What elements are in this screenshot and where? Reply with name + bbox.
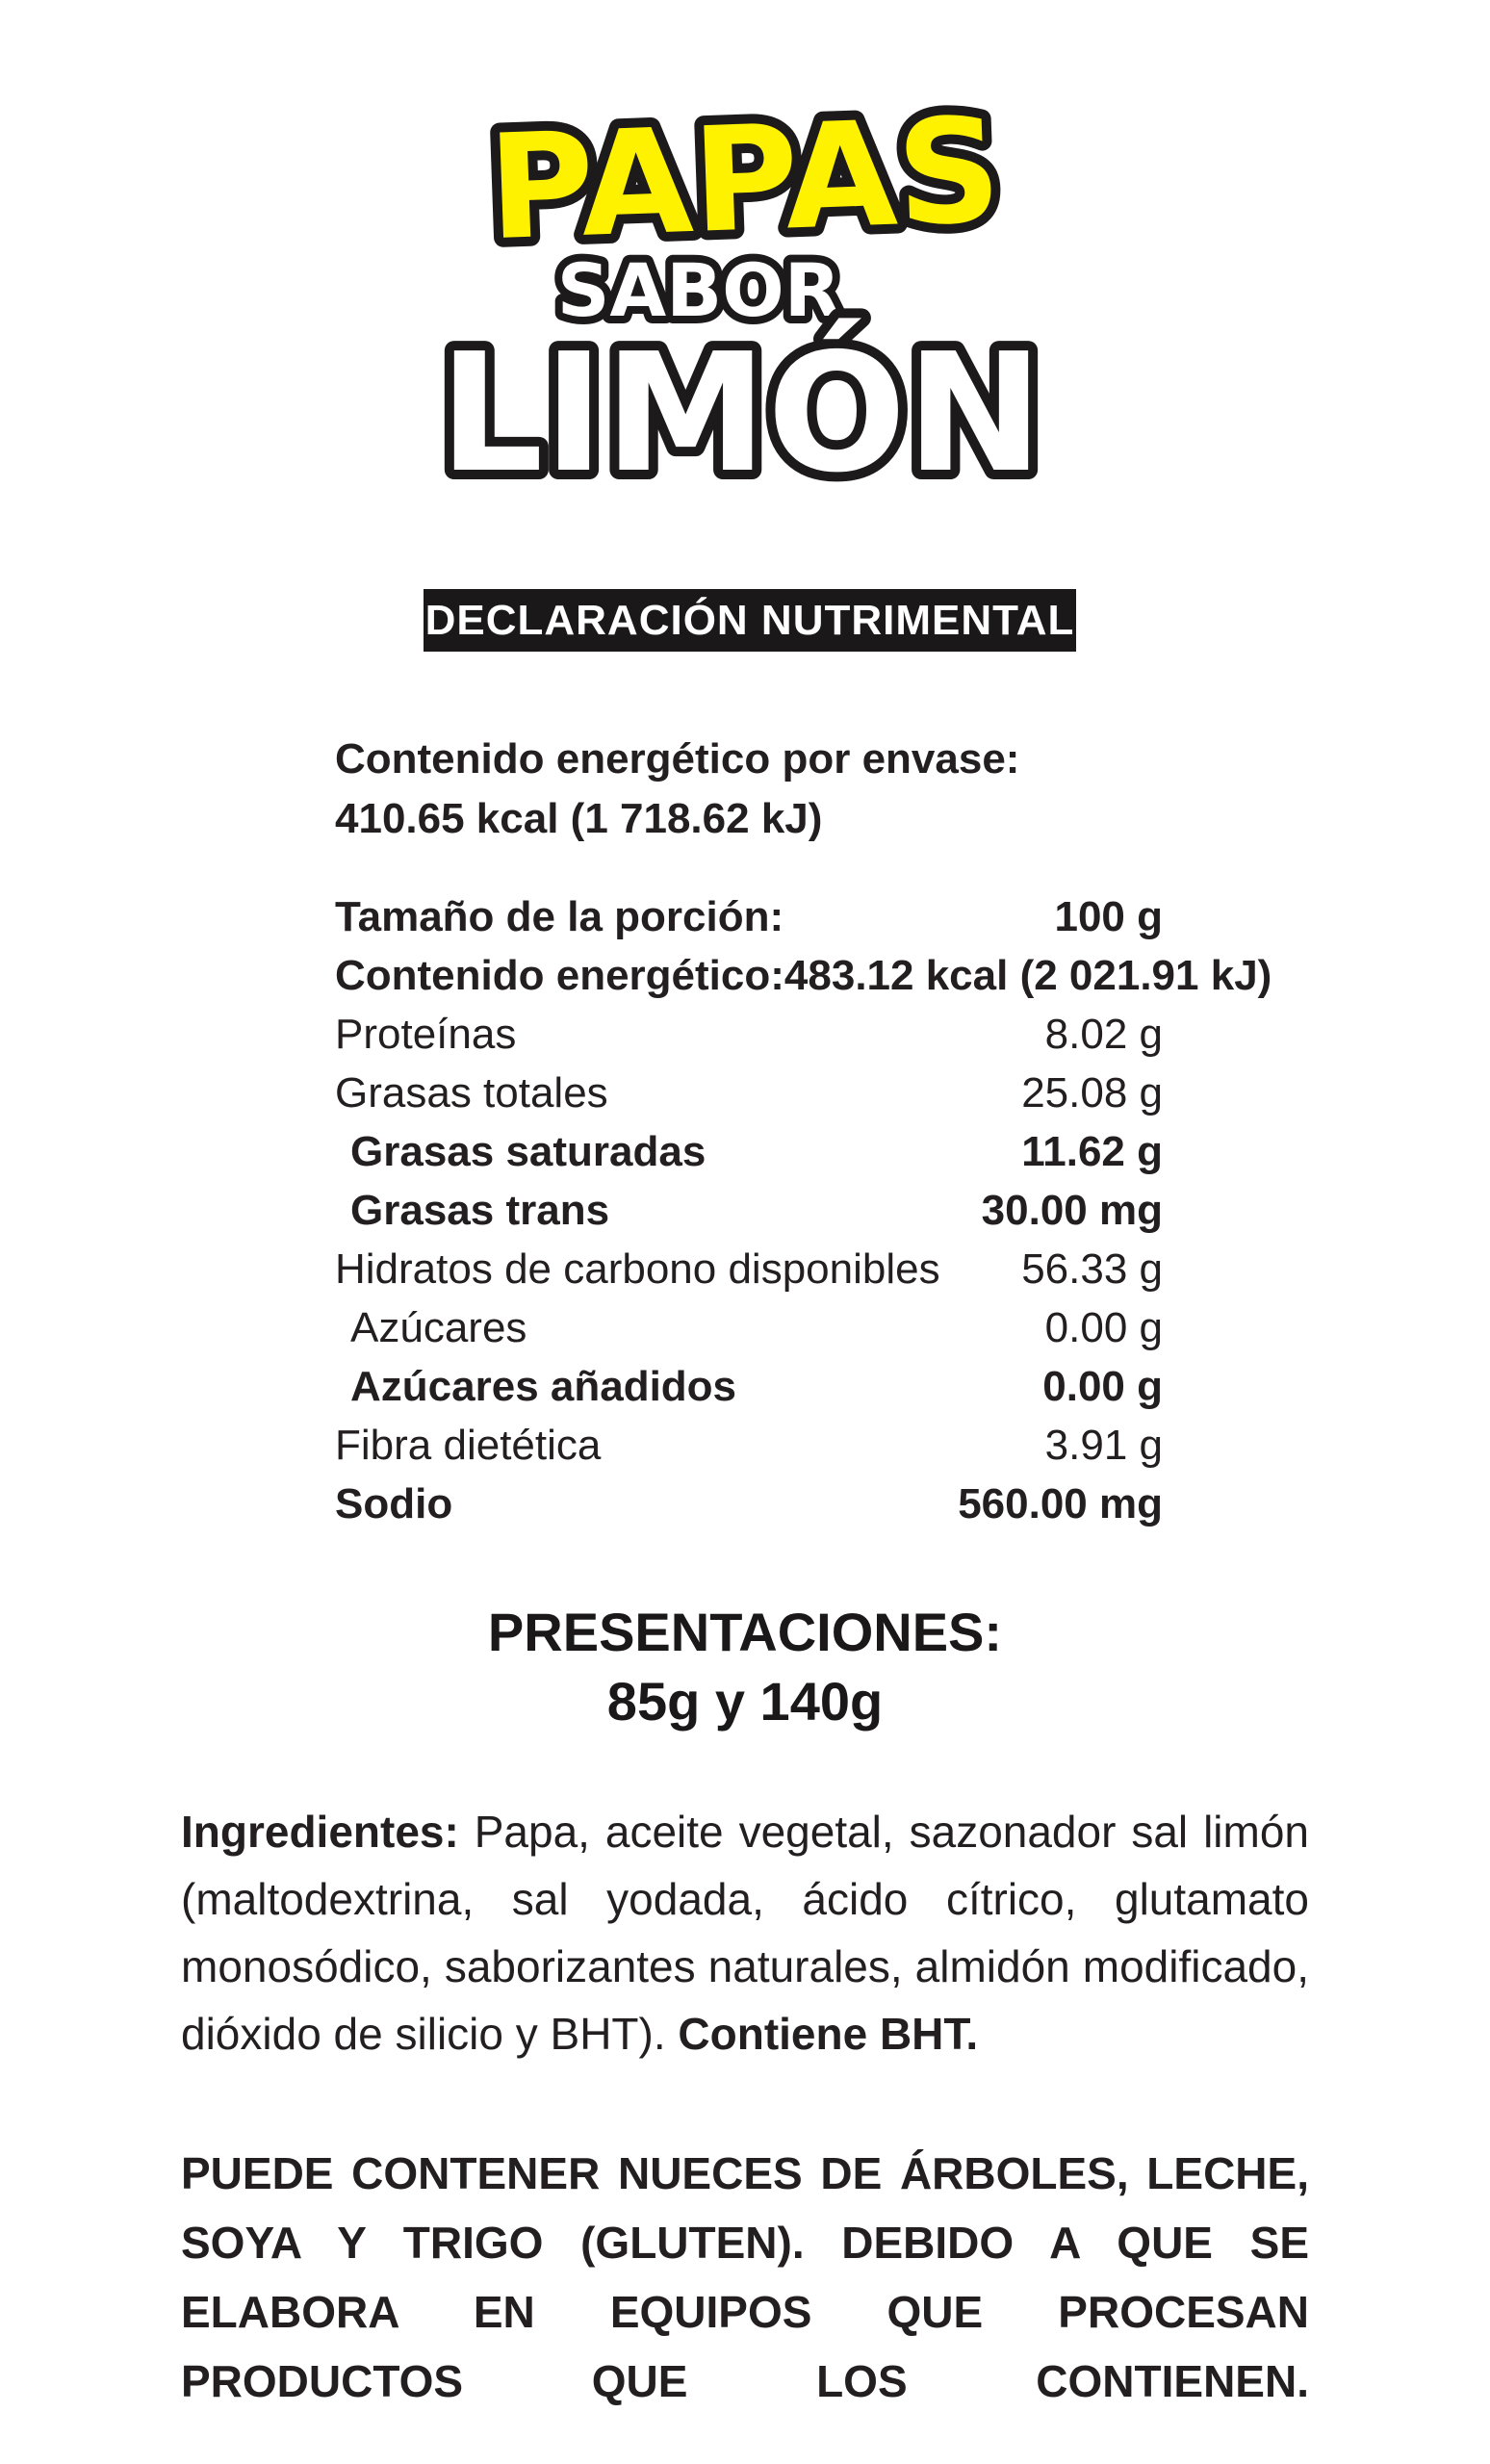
nutrition-row-value: 56.33 g	[1021, 1245, 1163, 1293]
nutrition-row	[335, 1357, 1163, 1416]
nutrition-row-value: 483.12 kcal (2 021.91 kJ)	[784, 952, 1272, 999]
nutrition-row	[335, 1298, 1163, 1357]
nutrition-row	[335, 946, 1272, 1005]
nutrition-table	[335, 887, 1272, 1533]
nutrition-row-label: Hidratos de carbono disponibles	[335, 1245, 940, 1293]
nutrition-row-label: Fibra dietética	[335, 1422, 602, 1469]
nutrition-row	[335, 1064, 1163, 1122]
nutrition-row-value: 3.91 g	[1044, 1422, 1163, 1469]
nutrition-row	[335, 887, 1163, 946]
presentations-sizes: 85g y 140g	[606, 1671, 884, 1732]
energy-per-package-value: 410.65 kcal (1 718.62 kJ)	[335, 795, 823, 842]
nutrition-row	[335, 1122, 1163, 1181]
logo-line-papas: PAPAS	[485, 87, 1004, 273]
nutrition-row-value: 0.00 g	[1044, 1304, 1163, 1351]
nutrition-row-label: Grasas trans	[350, 1187, 610, 1234]
nutrition-row-label: Sodio	[335, 1480, 453, 1527]
nutrition-row	[335, 1416, 1163, 1475]
nutrition-row-label: Tamaño de la porción:	[335, 893, 784, 940]
nutrition-row-label: Azúcares añadidos	[350, 1363, 737, 1410]
presentations-title: PRESENTACIONES:	[487, 1602, 1003, 1662]
logo-line-sabor: SABOR	[556, 247, 841, 333]
nutrition-row-label: Grasas totales	[335, 1069, 608, 1116]
nutrition-row-value: 0.00 g	[1042, 1363, 1163, 1410]
energy-per-package-label: Contenido energético por envase:	[335, 735, 1020, 783]
nutrition-row-label: Azúcares	[350, 1304, 527, 1351]
presentations	[0, 1598, 1490, 1736]
nutrition-row-label: Grasas saturadas	[350, 1128, 706, 1175]
nutrition-row-value: 560.00 mg	[958, 1480, 1163, 1527]
nutrition-row-label: Proteínas	[335, 1011, 517, 1058]
nutrition-row	[335, 1005, 1163, 1064]
nutrition-row	[335, 1475, 1163, 1533]
nutrition-declaration-heading: DECLARACIÓN NUTRIMENTAL	[424, 589, 1076, 652]
ingredients-paragraph	[181, 1798, 1309, 2067]
nutrition-row-value: 11.62 g	[1021, 1128, 1163, 1175]
ingredients-text: Papa, aceite vegetal, sazonador sal limón (maltodextrina, sal yodada, ácido cítrico, glutamato monosódico, saborizantes naturales, almidón modificado, dióxido de silicio y BHT).	[181, 1807, 1309, 2059]
brand-logo	[0, 85, 1490, 489]
logo-line-limon: LIMÓN	[439, 319, 1043, 489]
nutrition-row	[335, 1181, 1163, 1240]
nutrition-row-label: Contenido energético:	[335, 952, 784, 999]
energy-per-package	[335, 730, 1163, 849]
ingredients-label: Ingredientes:	[181, 1807, 459, 1857]
contains-bht: Contiene BHT.	[678, 2009, 979, 2059]
nutrition-row	[335, 1240, 1163, 1298]
nutrition-row-value: 30.00 mg	[981, 1187, 1163, 1234]
nutrition-row-value: 8.02 g	[1044, 1011, 1163, 1058]
nutrition-row-value: 100 g	[1054, 893, 1163, 940]
nutrition-row-value: 25.08 g	[1021, 1069, 1163, 1116]
allergen-warning: PUEDE CONTENER NUECES DE ÁRBOLES, LECHE, SOYA Y TRIGO (GLUTEN). DEBIDO A QUE SE ELABORA EN EQUIPOS QUE PROCESAN PRODUCTOS QUE LOS CONTIENEN.	[181, 2148, 1309, 2406]
